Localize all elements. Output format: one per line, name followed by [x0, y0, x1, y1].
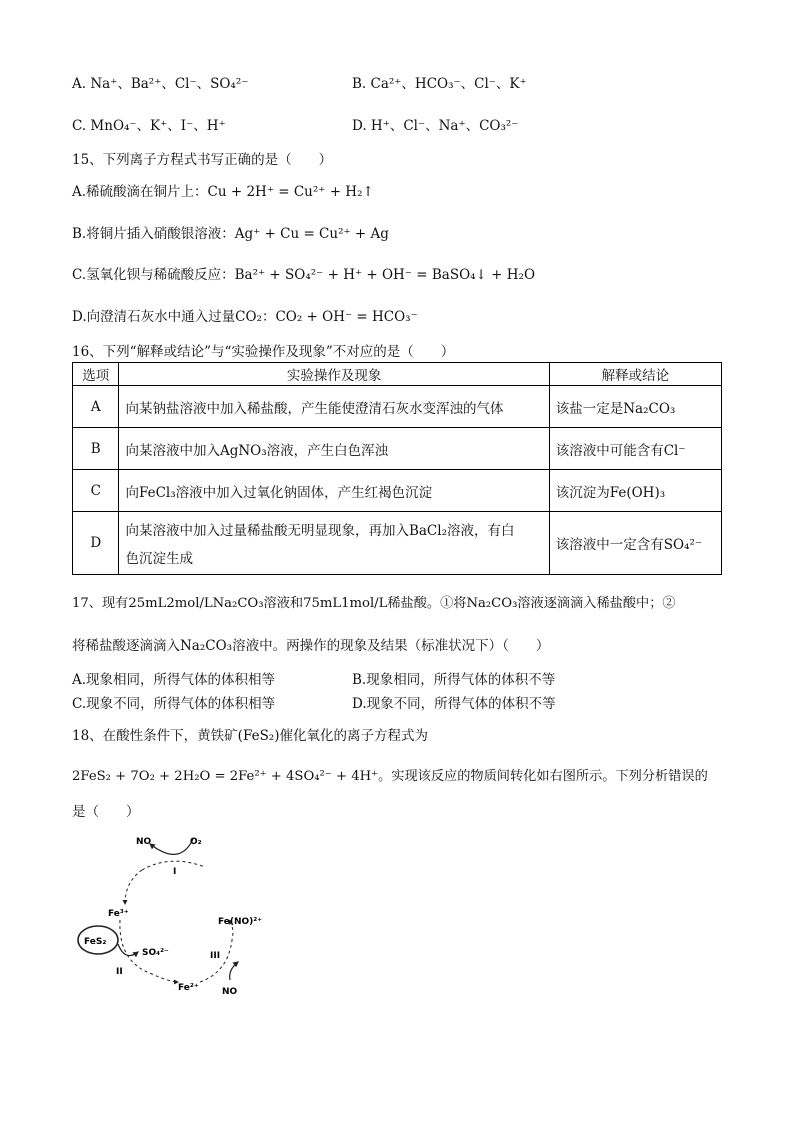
- label-fes2: FeS₂: [84, 937, 107, 947]
- q17-row-1: [72, 668, 752, 690]
- q17-stem-line-1: 17、现有25mL2mol/LNa₂CO₃溶液和75mL1mol/L稀盐酸。①将Na₂CO₃溶液逐滴滴入稀盐酸中；②: [72, 596, 676, 611]
- row-conclusion: 该盐一定是Na₂CO₃: [549, 386, 721, 428]
- q14-option-c[interactable]: C. MnO₄⁻、K⁺、I⁻、H⁺: [72, 118, 226, 134]
- row-operation-line-2: 色沉淀生成: [125, 551, 193, 567]
- row-option: A: [73, 386, 119, 428]
- row-conclusion: 该溶液中可能含有Cl⁻: [549, 428, 721, 470]
- table-row[interactable]: [73, 470, 722, 512]
- q17-option-a[interactable]: A.现象相同，所得气体的体积相等: [72, 672, 276, 688]
- q17-option-c[interactable]: C.现象不同，所得气体的体积相等: [72, 696, 276, 712]
- row-conclusion: 该溶液中一定含有SO₄²⁻: [549, 512, 721, 575]
- q15-option-c[interactable]: C.氢氧化钡与稀硫酸反应：Ba²⁺ + SO₄²⁻ + H⁺ + OH⁻ = BaSO₄↓ + H₂O: [72, 267, 536, 283]
- table-header-operation: 实验操作及现象: [119, 363, 549, 386]
- label-fe2: Fe²⁺: [178, 983, 199, 993]
- q14-row-1: [72, 72, 752, 94]
- q15-option-d[interactable]: D.向澄清石灰水中通入过量CO₂：CO₂ + OH⁻ = HCO₃⁻: [72, 309, 418, 325]
- q18-stem-line-2: 2FeS₂ + 7O₂ + 2H₂O = 2Fe²⁺ + 4SO₄²⁻ + 4H⁺。实现该反应的物质间转化如右图所示。下列分析错误的: [72, 769, 708, 784]
- q14-option-b[interactable]: B. Ca²⁺、HCO₃⁻、Cl⁻、K⁺: [352, 76, 527, 92]
- row-option: D: [73, 512, 119, 575]
- q17-option-b[interactable]: B.现象相同，所得气体的体积不等: [352, 672, 556, 688]
- label-ii: II: [116, 967, 123, 977]
- label-fe3: Fe³⁺: [108, 909, 129, 919]
- row-option: B: [73, 428, 119, 470]
- table-row[interactable]: [73, 386, 722, 428]
- q17-stem-line-2: 将稀盐酸逐滴滴入Na₂CO₃溶液中。两操作的现象及结果（标准状况下）（ ）: [72, 638, 550, 654]
- reaction-cycle-diagram: [70, 822, 280, 1002]
- row-operation: 向FeCl₃溶液中加入过氧化钠固体，产生红褐色沉淀: [119, 470, 549, 512]
- q14-row-2: [72, 114, 752, 136]
- row-operation: 向某溶液中加入AgNO₃溶液，产生白色浑浊: [119, 428, 549, 470]
- q16-table: [72, 362, 722, 575]
- cycle-arc-left: [125, 870, 142, 904]
- row-operation: 向某钠盐溶液中加入稀盐酸，产生能使澄清石灰水变浑浊的气体: [119, 386, 549, 428]
- table-header-row: [73, 363, 722, 386]
- q17-option-d[interactable]: D.现象不同，所得气体的体积不等: [352, 696, 556, 712]
- q14-option-a[interactable]: A. Na⁺、Ba²⁺、Cl⁻、SO₄²⁻: [72, 76, 249, 92]
- label-no-bottom: NO: [222, 987, 238, 997]
- table-header-option: 选项: [73, 363, 119, 386]
- q15-option-a[interactable]: A.稀硫酸滴在铜片上：Cu + 2H⁺ = Cu²⁺ + H₂↑: [72, 184, 374, 200]
- q18-stem-line-3: 是（ ）: [72, 804, 140, 820]
- q14-option-d[interactable]: D. H⁺、Cl⁻、Na⁺、CO₃²⁻: [352, 118, 519, 134]
- q15-option-b[interactable]: B.将铜片插入硝酸银溶液：Ag⁺ + Cu = Cu²⁺ + Ag: [72, 226, 389, 242]
- label-o2: O₂: [190, 837, 202, 847]
- no-o2-arrow: [150, 839, 193, 854]
- q15-stem: 15、下列离子方程式书写正确的是（ ）: [72, 152, 333, 168]
- label-no-top: NO: [136, 837, 152, 847]
- row-operation-line-1: 向某溶液中加入过量稀盐酸无明显现象，再加入BaCl₂溶液，有白: [125, 523, 515, 539]
- row-option: C: [73, 470, 119, 512]
- q18-stem-line-1: 18、在酸性条件下，黄铁矿(FeS₂)催化氧化的离子方程式为: [72, 728, 428, 744]
- q17-row-2: [72, 692, 752, 714]
- label-iii: III: [210, 951, 221, 961]
- q16-stem: 16、下列“解释或结论”与“实验操作及现象”不对应的是（ ）: [72, 344, 455, 360]
- no-bottom-arrow: [230, 962, 238, 980]
- row-conclusion: 该沉淀为Fe(OH)₃: [549, 470, 721, 512]
- label-feno: Fe(NO)²⁺: [218, 917, 262, 927]
- label-i: I: [173, 867, 177, 877]
- table-row[interactable]: [73, 512, 722, 575]
- so4-arrow: [118, 944, 138, 956]
- row-operation: [119, 512, 549, 575]
- label-so4: SO₄²⁻: [142, 948, 169, 958]
- table-row[interactable]: [73, 428, 722, 470]
- table-header-conclusion: 解释或结论: [549, 363, 721, 386]
